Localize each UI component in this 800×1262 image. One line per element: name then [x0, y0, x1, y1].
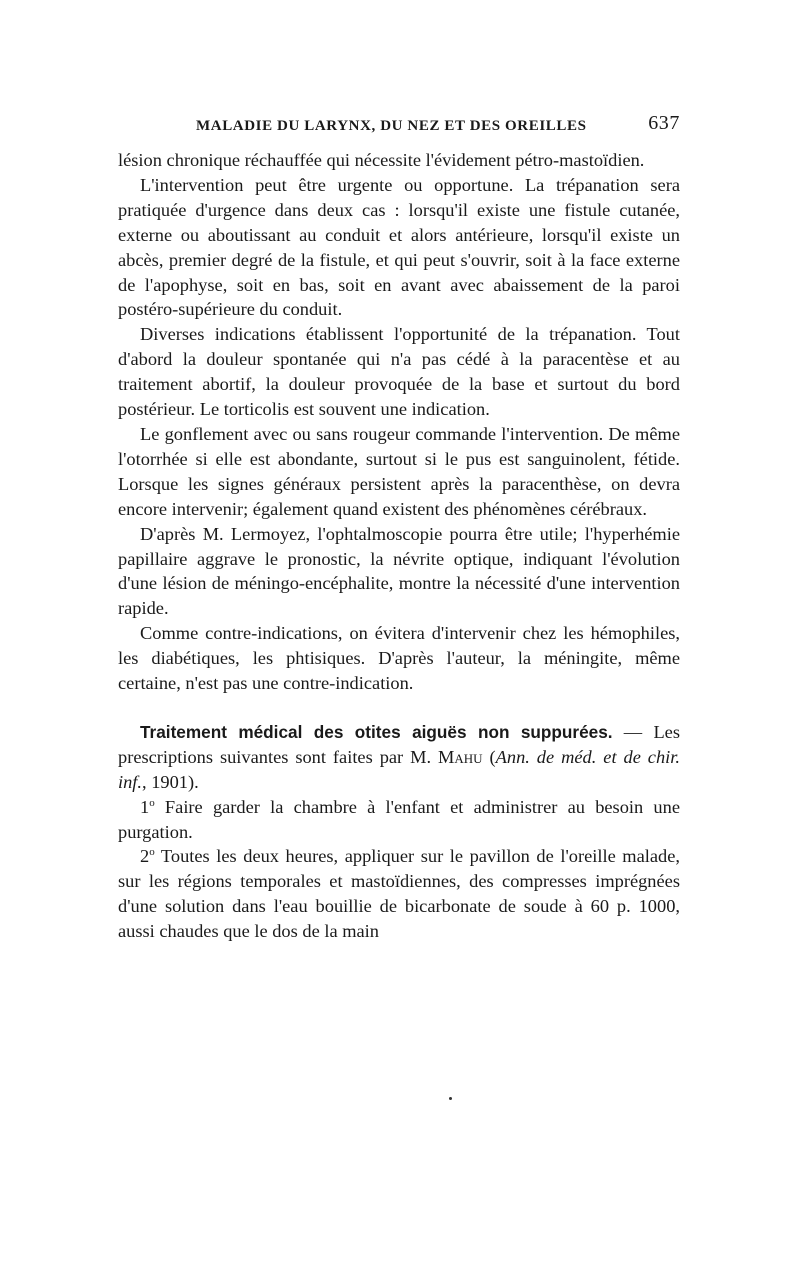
- section-intro: — Les prescriptions suivantes sont faites par M.: [118, 721, 680, 767]
- page-number: 637: [648, 112, 680, 134]
- section-heading: Traitement médical des otites aiguës non suppurées.: [140, 721, 613, 742]
- item-number: 2: [140, 846, 150, 867]
- list-item: [118, 844, 680, 944]
- paragraph: L'intervention peut être urgente ou opportune. La trépanation sera pratiquée d'urgence dans deux cas : lorsqu'il existe une fistule cutanée, externe ou aboutissant au conduit et alors antérieure, lorsqu'il existe un abcès, premier degré de la fistule, et qui peut s'ouvrir, soit à la face externe de l'apophyse, soit en bas, soit en avant avec abaissement de la paroi postéro-supérieure du conduit.: [118, 174, 680, 320]
- section-gap: [118, 696, 680, 720]
- paragraph: Diverses indications établissent l'opportunité de la trépanation. Tout d'abord la douleur spontanée qui n'a pas cédé à la paracentèse et au traitement abortif, la douleur provoquée de la base et surtout du bord postérieur. Le torticolis est souvent une indication.: [118, 324, 680, 420]
- list-item: [118, 795, 680, 845]
- journal-reference: Ann. de méd. et de chir. inf.: [118, 746, 680, 792]
- item-ordinal: o: [149, 846, 155, 859]
- author-name: Mahu: [438, 746, 483, 767]
- ref-close: , 1901).: [142, 771, 199, 792]
- paragraph: Comme contre-indications, on évitera d'intervenir chez les hémophiles, les diabétiques, les phtisiques. D'après l'auteur, la méningite, même certaine, n'est pas une contre-indication.: [118, 623, 680, 694]
- item-number: 1: [140, 796, 150, 817]
- item-text: Faire garder la chambre à l'enfant et administrer au besoin une purgation.: [118, 796, 680, 842]
- item-text: Toutes les deux heures, appliquer sur le pavillon de l'oreille malade, sur les régions temporales et mastoïdiennes, des compresses imprégnées d'une solution dans l'eau bouillie de bicarbonate de soude à 60 p. 1000, aussi chaudes que le dos de la main: [118, 846, 680, 942]
- paragraph: Le gonflement avec ou sans rougeur commande l'intervention. De même l'otorrhée si elle est abondante, surtout si le pus est sanguinolent, fétide. Lorsque les signes généraux persistent après la paracenthèse, on devra encore intervenir; également quand existent des phénomènes cérébraux.: [118, 423, 680, 519]
- item-ordinal: o: [149, 796, 155, 809]
- ink-speck: [449, 1097, 452, 1100]
- running-head: MALADIE DU LARYNX, DU NEZ ET DES OREILLES: [196, 118, 587, 134]
- body-text: [118, 148, 680, 944]
- page-header: [118, 110, 680, 140]
- paragraph: lésion chronique réchauffée qui nécessite l'évidement pétro-mastoïdien.: [118, 150, 645, 170]
- ref-open: (: [482, 746, 496, 767]
- section-paragraph: [118, 720, 680, 795]
- paragraph: D'après M. Lermoyez, l'ophtalmoscopie pourra être utile; l'hyperhémie papillaire aggrave le pronostic, la névrite optique, indiquant l'évolution d'une lésion de méningo-encéphalite, montre la nécessité d'une intervention rapide.: [118, 523, 680, 619]
